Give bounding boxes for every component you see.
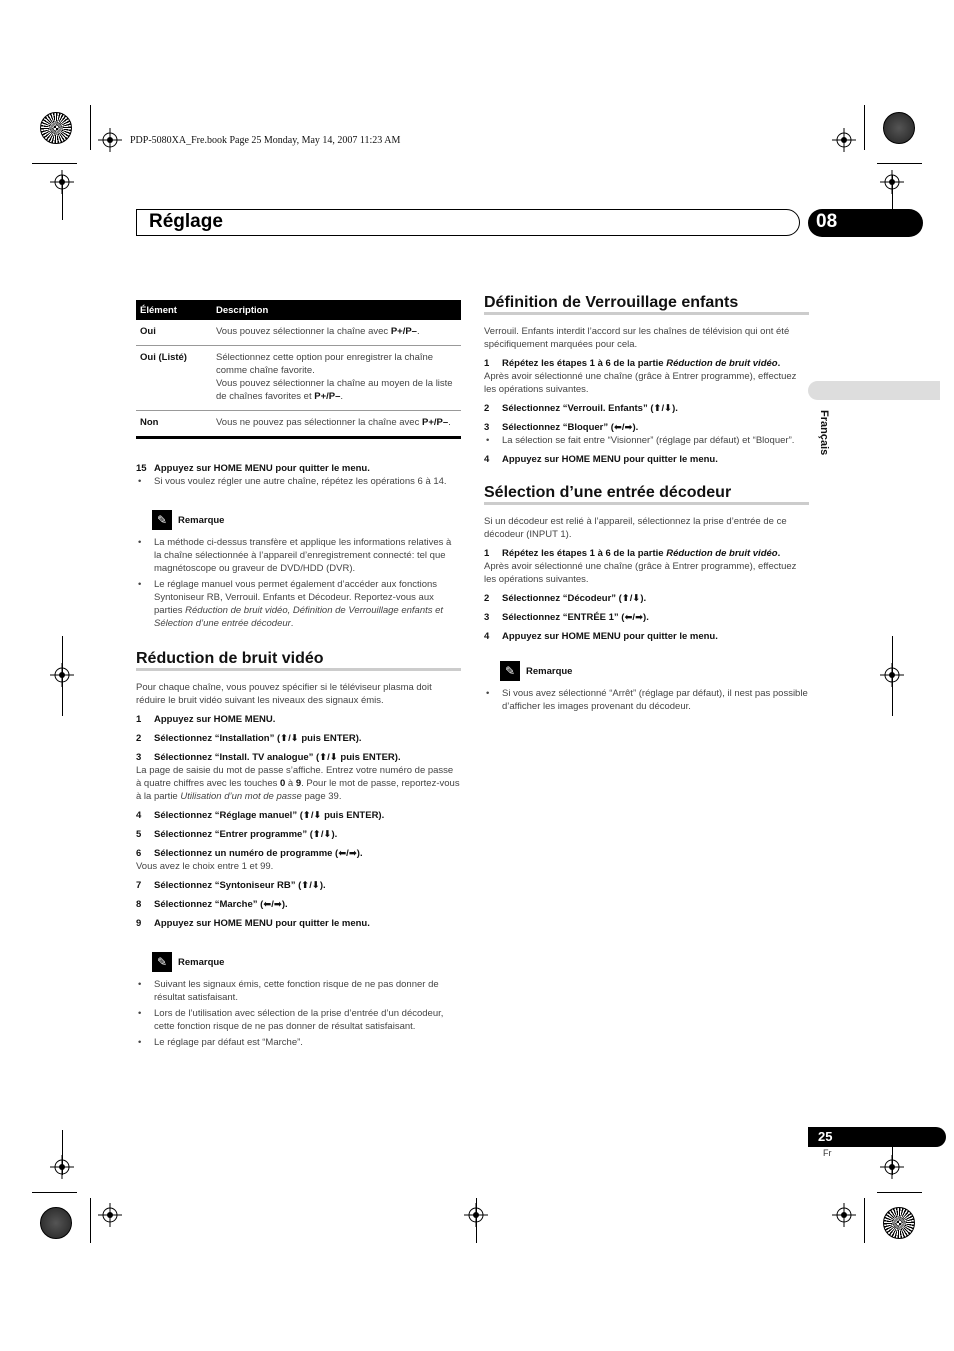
note-heading: ✎ Remarque <box>136 952 461 972</box>
registration-mark-icon <box>98 128 122 152</box>
color-target-icon <box>40 112 72 144</box>
step: 2 Sélectionnez “Décodeur” (⬆/⬇). <box>484 593 647 604</box>
print-header: PDP-5080XA_Fre.book Page 25 Monday, May 14, 2007 11:23 AM <box>130 135 401 146</box>
step: 7 Sélectionnez “Syntoniseur RB” (⬆/⬇). <box>136 880 326 891</box>
paragraph: Si un décodeur est relié à l’appareil, sélectionnez la prise d’entrée de ce décodeur (INPUT 1). <box>484 516 787 540</box>
heading-reduction: Réduction de bruit vidéo <box>136 652 461 671</box>
table-cell-element: Non <box>136 411 212 438</box>
paragraph: Verrouil. Enfants interdit l’accord sur les chaînes de télévision qui ont été spécifiquement marquées pour cela. <box>484 326 790 350</box>
heading-verrouillage: Définition de Verrouillage enfants <box>484 296 809 315</box>
step: 5 Sélectionnez “Entrer programme” (⬆/⬇). <box>136 829 338 840</box>
step: 2 Sélectionnez “Installation” (⬆/⬇ puis ENTER). <box>136 733 362 744</box>
step: 1 Appuyez sur HOME MENU. <box>136 714 276 725</box>
table-row <box>136 411 461 438</box>
step: 3 Sélectionnez “Bloquer” (⬅/➡). <box>484 422 639 433</box>
step: 9 Appuyez sur HOME MENU pour quitter le menu. <box>136 918 370 929</box>
left-column <box>136 456 461 1049</box>
list-item: • Suivant les signaux émis, cette fonction risque de ne pas donner de résultat satisfaisant. <box>136 978 461 1004</box>
step: 3 Sélectionnez “ENTRÉE 1” (⬅/➡). <box>484 612 649 623</box>
pencil-icon: ✎ <box>152 510 172 530</box>
heading-decodeur: Sélection d’une entrée décodeur <box>484 486 809 505</box>
table-row <box>136 346 461 411</box>
registration-mark-icon <box>880 170 904 194</box>
section-title: Réglage <box>149 211 223 232</box>
step-15: 15 Appuyez sur HOME MENU pour quitter le menu. <box>136 463 370 474</box>
list-item: • La méthode ci-dessus transfère et applique les informations relatives à la chaîne sélectionnée à l’appareil d’enregistrement connecté: tel que magnétoscope ou graveur de DVD/HDD (DVR). <box>136 536 461 575</box>
table-cell-description: Vous ne pouvez pas sélectionner la chaîne avec P+/P–. <box>212 411 461 438</box>
table-header-description: Description <box>212 300 461 320</box>
chapter-badge <box>808 209 923 237</box>
registration-mark-icon <box>50 170 74 194</box>
paragraph: La page de saisie du mot de passe s’affiche. Entrez votre numéro de passe à quatre chiffres avec les touches 0 à 9. Pour le mot de passe, reportez-vous à la partie Utilisation d’un mot de passe page 39. <box>136 765 460 802</box>
table-cell-element: Oui (Listé) <box>136 346 212 411</box>
settings-table <box>136 300 461 439</box>
list-item: • Le réglage par défaut est “Marche”. <box>136 1036 461 1049</box>
registration-mark-icon <box>464 1203 488 1227</box>
color-target-icon <box>883 112 915 144</box>
page-language: Fr <box>823 1148 832 1158</box>
chapter-number: 08 <box>816 211 838 232</box>
step: 2 Sélectionnez “Verrouil. Enfants” (⬆/⬇). <box>484 403 678 414</box>
registration-mark-icon <box>880 1155 904 1179</box>
page-number-badge <box>808 1127 946 1147</box>
step: 6 Sélectionnez un numéro de programme (⬅/➡). <box>136 848 363 859</box>
table-header-element: Élément <box>136 300 212 320</box>
pencil-icon: ✎ <box>500 661 520 681</box>
step: 8 Sélectionnez “Marche” (⬅/➡). <box>136 899 288 910</box>
registration-mark-icon <box>832 128 856 152</box>
step: 4 Appuyez sur HOME MENU pour quitter le menu. <box>484 631 718 642</box>
table-cell-element: Oui <box>136 320 212 346</box>
paragraph: Après avoir sélectionné une chaîne (grâce à Entrer programme), effectuez les opérations suivantes. <box>484 561 797 585</box>
step: 4 Sélectionnez “Réglage manuel” (⬆/⬇ puis ENTER). <box>136 810 385 821</box>
registration-mark-icon <box>880 663 904 687</box>
registration-mark-icon <box>50 1155 74 1179</box>
registration-mark-icon <box>832 1203 856 1227</box>
paragraph: Après avoir sélectionné une chaîne (grâce à Entrer programme), effectuez les opérations suivantes. <box>484 371 797 395</box>
list-item: • Si vous avez sélectionné “Arrêt” (réglage par défaut), il nest pas possible d’afficher les images provenant du décodeur. <box>484 687 809 713</box>
step: 1 Répétez les étapes 1 à 6 de la partie Réduction de bruit vidéo. <box>484 358 781 369</box>
note-heading: ✎ Remarque <box>136 510 461 530</box>
language-tab <box>808 381 940 400</box>
paragraph: Pour chaque chaîne, vous pouvez spécifier si le téléviseur plasma doit réduire le bruit vidéo suivant les niveaux des signaux émis. <box>136 682 432 706</box>
registration-mark-icon <box>50 663 74 687</box>
list-item: • Lors de l’utilisation avec sélection de la prise d’entrée d’un décodeur, cette fonction risque de ne pas donner de résultat satisfaisant. <box>136 1007 461 1033</box>
page-number: 25 <box>818 1129 833 1144</box>
table-cell-description: Sélectionnez cette option pour enregistrer la chaîne comme chaîne favorite. Vous pouvez sélectionner la chaîne au moyen de la liste de chaînes favorites et P+/P–. <box>212 346 461 411</box>
list-item: • Le réglage manuel vous permet également d’accéder aux fonctions Syntoniseur RB, Verrouil. Enfants et Décodeur. Reportez-vous aux parties Réduction de bruit vidéo, Définition de Verrouillage enfants et Sélection d’une entrée décodeur. <box>136 578 461 630</box>
list-item: • La sélection se fait entre “Visionner” (réglage par défaut) et “Bloquer”. <box>484 434 809 447</box>
pencil-icon: ✎ <box>152 952 172 972</box>
right-column <box>484 296 809 713</box>
table-cell-description: Vous pouvez sélectionner la chaîne avec P+/P–. <box>212 320 461 346</box>
language-label: Français <box>818 410 830 456</box>
section-title-bar <box>136 209 800 236</box>
color-target-icon <box>40 1207 72 1239</box>
step: 4 Appuyez sur HOME MENU pour quitter le menu. <box>484 454 718 465</box>
step: 1 Répétez les étapes 1 à 6 de la partie Réduction de bruit vidéo. <box>484 548 781 559</box>
table-row <box>136 320 461 346</box>
note-heading: ✎ Remarque <box>484 661 809 681</box>
color-target-icon <box>883 1207 915 1239</box>
list-item: • Si vous voulez régler une autre chaîne, répétez les opérations 6 à 14. <box>136 475 461 488</box>
paragraph: Vous avez le choix entre 1 et 99. <box>136 861 274 872</box>
registration-mark-icon <box>98 1203 122 1227</box>
step: 3 Sélectionnez “Install. TV analogue” (⬆/⬇ puis ENTER). <box>136 752 401 763</box>
